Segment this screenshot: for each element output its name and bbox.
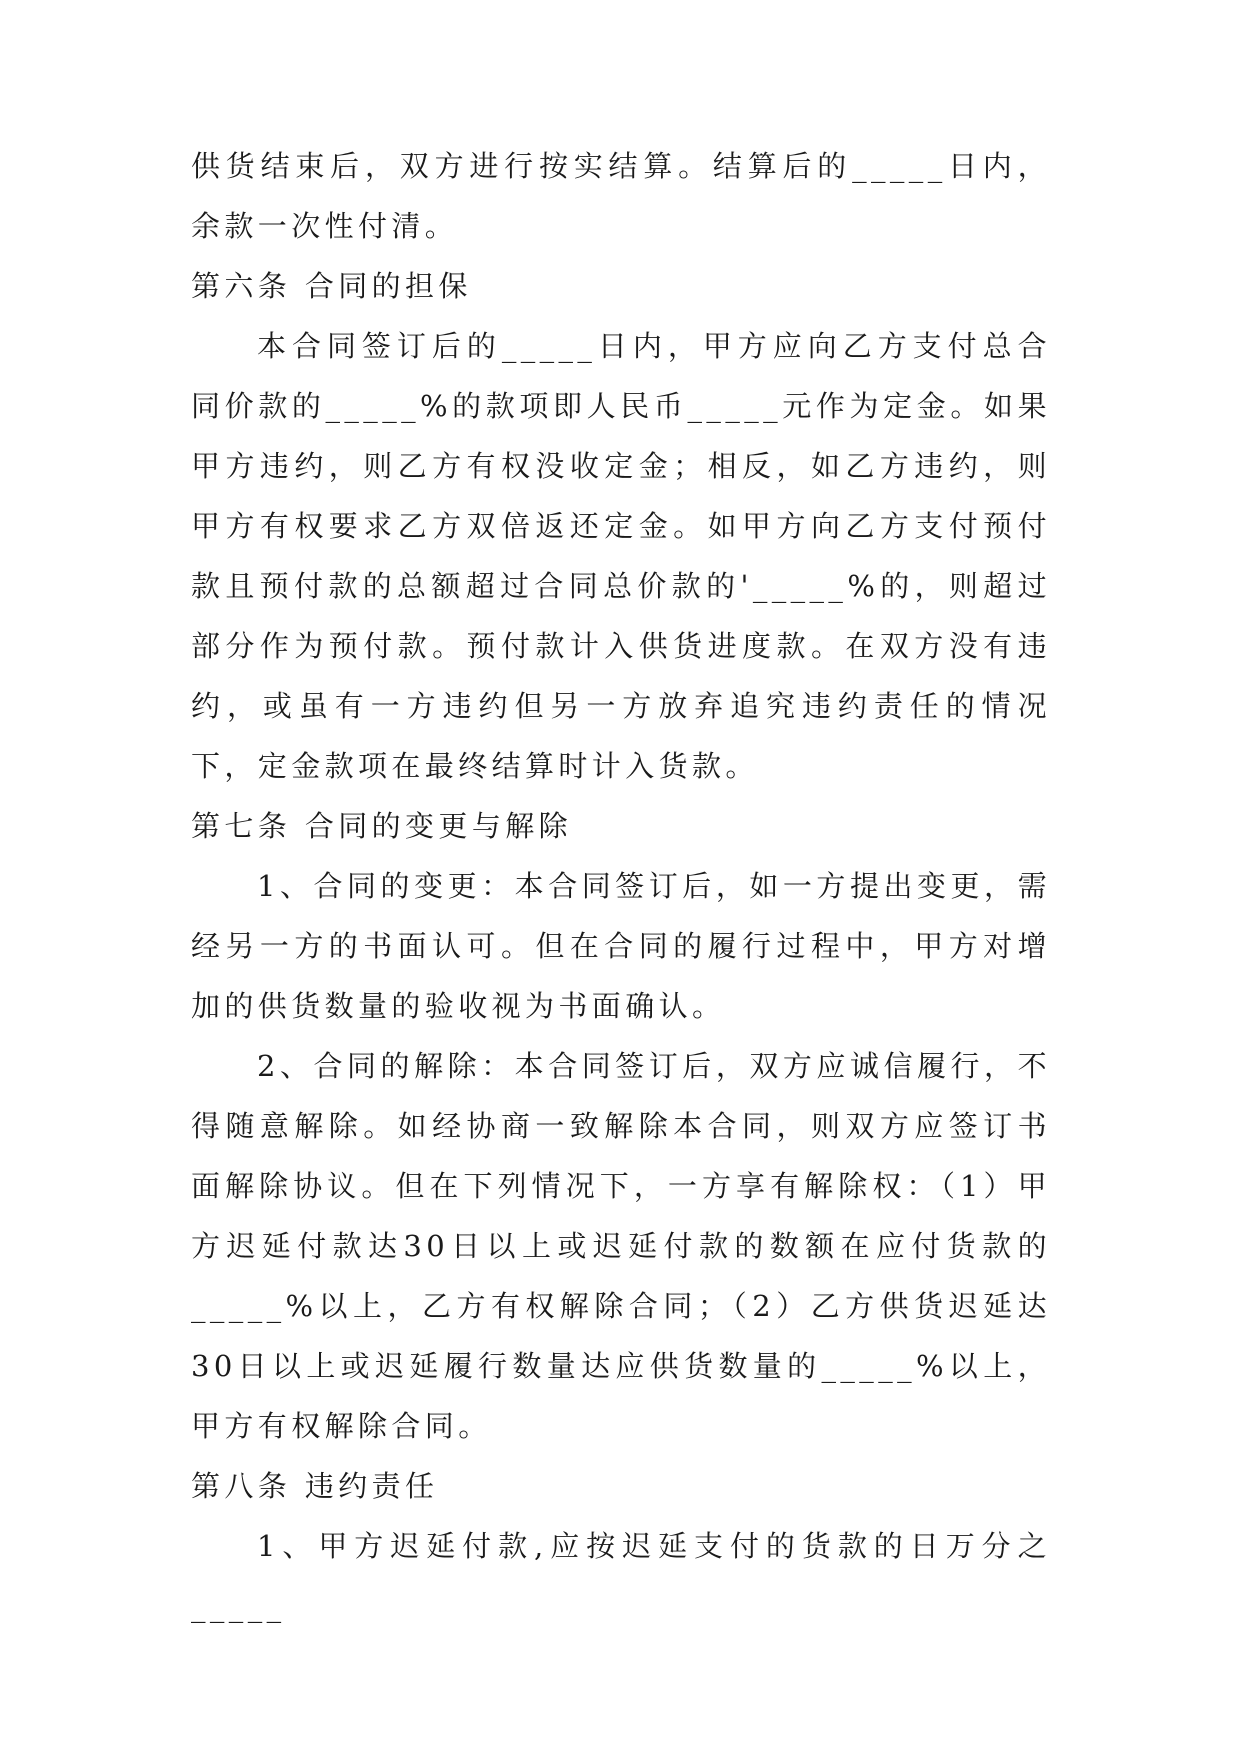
heading-article-7: 第七条 合同的变更与解除 [191, 809, 573, 843]
paragraph-breach-liability: 1、甲方迟延付款,应按迟延支付的货款的日万分之_____ [191, 1529, 1051, 1623]
document-page [191, 136, 1051, 1636]
paragraph-contract-termination: 2、合同的解除：本合同签订后，双方应诚信履行，不得随意解除。如经协商一致解除本合同，则双方应签订书面解除协议。但在下列情况下，一方享有解除权：（1）甲方迟延付款达30日以上或迟延付款的数额在应付货款的_____%以上，乙方有权解除合同；（2）乙方供货迟延达30日以上或迟延履行数量达应供货数量的_____%以上，甲方有权解除合同。 [191, 1049, 1051, 1443]
paragraph-settlement: 供货结束后，双方进行按实结算。结算后的_____日内，余款一次性付清。 [191, 149, 1051, 243]
heading-article-6: 第六条 合同的担保 [191, 269, 472, 303]
paragraph-contract-change: 1、合同的变更：本合同签订后，如一方提出变更，需经另一方的书面认可。但在合同的履行过程中，甲方对增加的供货数量的验收视为书面确认。 [191, 869, 1051, 1023]
heading-article-8: 第八条 违约责任 [191, 1469, 439, 1503]
paragraph-guarantee: 本合同签订后的_____日内，甲方应向乙方支付总合同价款的_____%的款项即人民币_____元作为定金。如果甲方违约，则乙方有权没收定金；相反，如乙方违约，则甲方有权要求乙方双倍返还定金。如甲方向乙方支付预付款且预付款的总额超过合同总价款的'_____%的，则超过部分作为预付款。预付款计入供货进度款。在双方没有违约，或虽有一方违约但另一方放弃追究违约责任的情况下，定金款项在最终结算时计入货款。 [191, 329, 1051, 783]
